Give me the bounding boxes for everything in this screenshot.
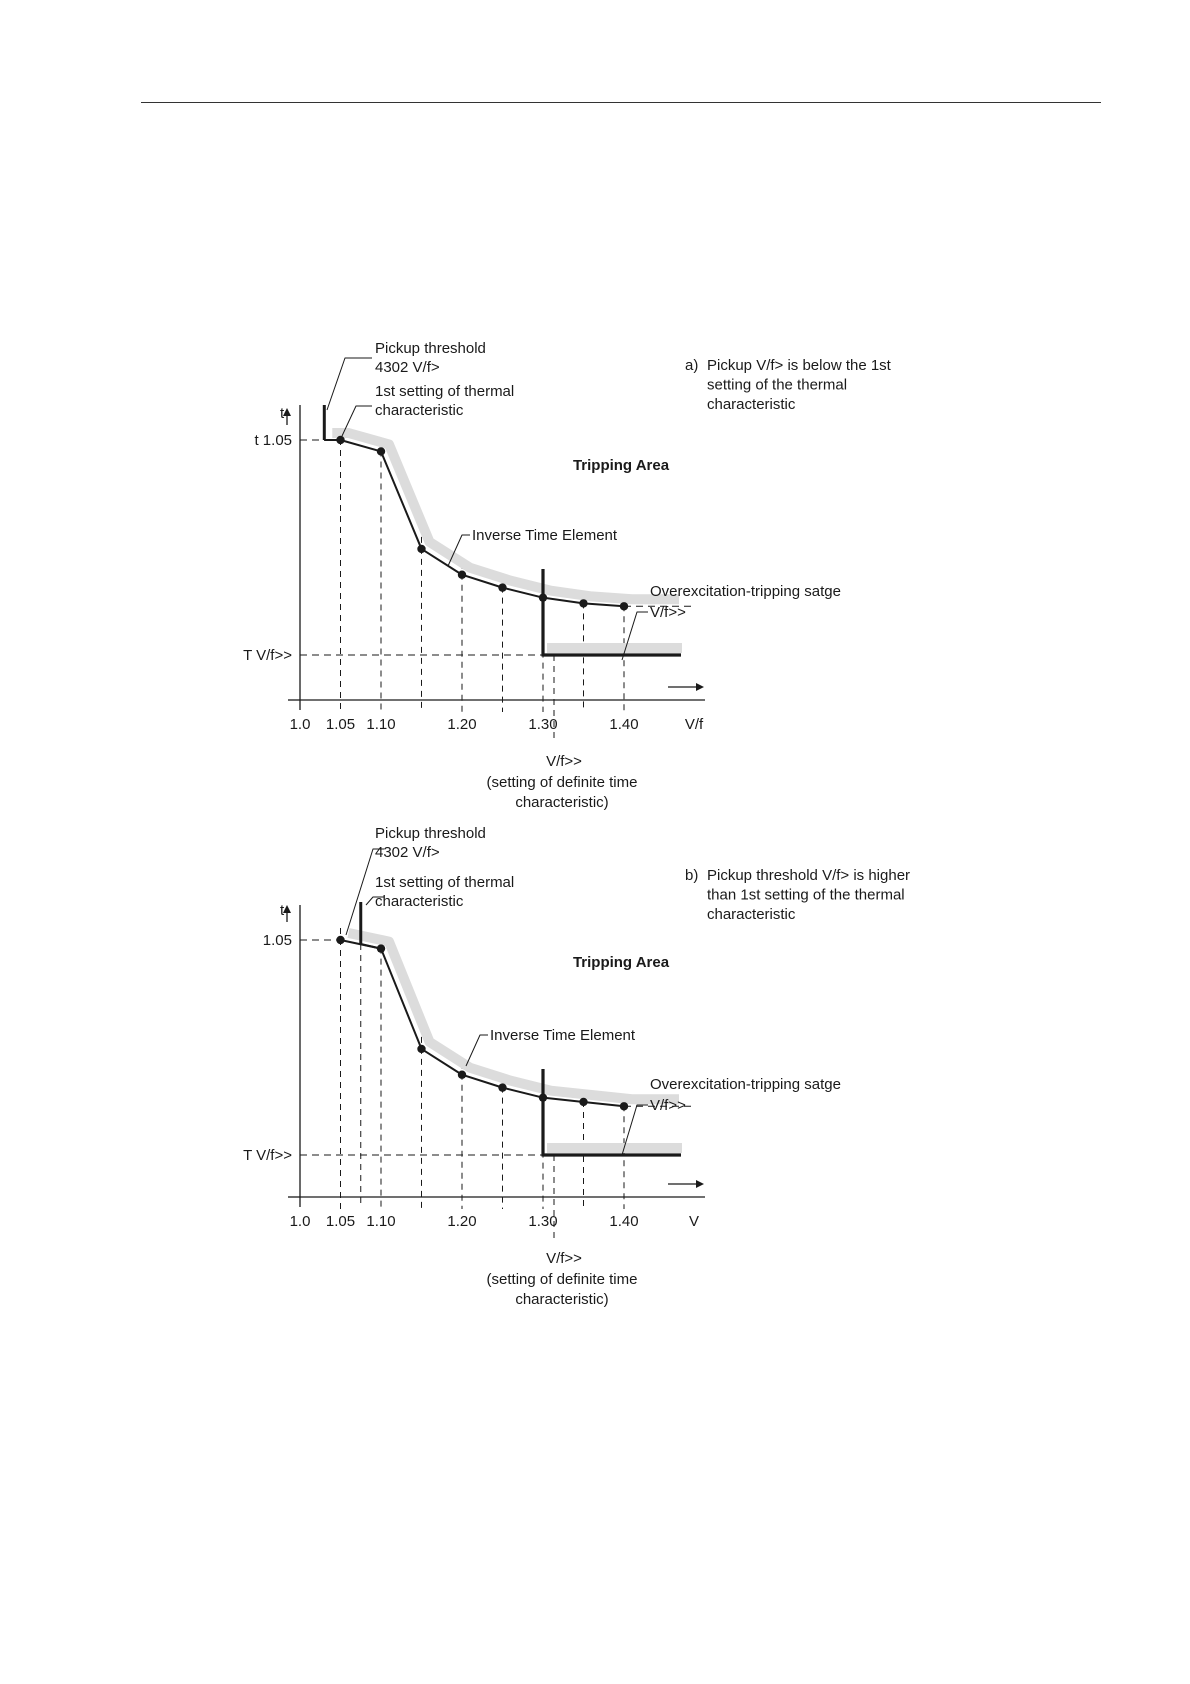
overexcitation-label-line2: V/f>> [650, 604, 686, 621]
data-point [377, 447, 385, 455]
definite-label-line3: characteristic) [515, 794, 609, 811]
definite-stage-shading [547, 1143, 682, 1153]
pickup-label-line1: Pickup threshold [375, 340, 486, 357]
x-tick-label: 1.10 [366, 716, 396, 733]
caption-letter: b) [685, 867, 699, 884]
x-tick-label: 1.0 [289, 716, 311, 733]
y-tick-label: t 1.05 [254, 432, 292, 449]
definite-label-line3: characteristic) [515, 1291, 609, 1308]
data-point [458, 571, 466, 579]
x-axis-arrow-head [696, 683, 704, 691]
pickup-leader [327, 358, 372, 410]
inverse-time-leader [466, 1035, 488, 1066]
x-tick-label: 1.40 [609, 716, 639, 733]
y-axis-arrow-head [283, 408, 291, 416]
y-axis-label: t [280, 902, 285, 919]
x-tick-label: 1.30 [528, 1213, 558, 1230]
definite-label-line2: (setting of definite time [486, 774, 638, 791]
x-tick-label: 1.0 [289, 1213, 311, 1230]
data-point [539, 1093, 547, 1101]
x-tick-label: 1.10 [366, 1213, 396, 1230]
data-point [539, 593, 547, 601]
x-tick-label: 1.05 [325, 1213, 356, 1230]
thermal-label-line1: 1st setting of thermal [375, 383, 515, 400]
data-point [620, 1102, 628, 1110]
definite-stage-shading [547, 643, 682, 653]
data-point [336, 936, 344, 944]
thermal-label-line1: 1st setting of thermal [375, 874, 515, 891]
inverse-time-label: Inverse Time Element [490, 1027, 636, 1044]
pickup-label-line2: 4302 V/f> [375, 359, 440, 376]
x-tick-label: 1.40 [609, 1213, 639, 1230]
overexcitation-label-line1: Overexcitation-tripping satge [650, 1076, 841, 1093]
data-point [579, 599, 587, 607]
caption-line3: characteristic [707, 906, 796, 923]
tripping-area-label: Tripping Area [572, 457, 670, 474]
data-point [417, 545, 425, 553]
tripping-area-label: Tripping Area [572, 954, 670, 971]
data-point [336, 436, 344, 444]
y-tick-label: T V/f>> [243, 1147, 292, 1164]
caption-line2: than 1st setting of the thermal [707, 886, 905, 904]
data-point [417, 1045, 425, 1053]
data-point [620, 602, 628, 610]
pickup-label-line2: 4302 V/f> [375, 844, 440, 861]
overexcitation-label-line2: V/f>> [650, 1097, 686, 1114]
caption-line1: Pickup threshold V/f> is higher [707, 867, 911, 884]
data-point [498, 583, 506, 591]
data-point [498, 1083, 506, 1091]
definite-label-line2: (setting of definite time [486, 1271, 638, 1288]
overexcitation-label-line1: Overexcitation-tripping satge [650, 583, 841, 600]
x-tick-label: 1.20 [447, 716, 477, 733]
x-axis-arrow-head [696, 1180, 704, 1188]
data-point [579, 1098, 587, 1106]
pickup-leader [346, 849, 384, 935]
caption-line2: setting of the thermal [707, 376, 848, 394]
caption-line3: characteristic [707, 396, 796, 413]
thermal-label-line2: characteristic [375, 893, 464, 910]
data-point [458, 1071, 466, 1079]
y-axis-label: t [280, 405, 285, 422]
x-tick-label: 1.05 [325, 716, 356, 733]
x-tick-label: 1.20 [447, 1213, 477, 1230]
y-axis-arrow-head [283, 905, 291, 913]
caption-letter: a) [685, 357, 699, 374]
caption-line1: Pickup V/f> is below the 1st [707, 357, 891, 374]
pickup-label-line1: Pickup threshold [375, 825, 486, 842]
definite-label-line1: V/f>> [546, 1250, 582, 1267]
data-point [377, 944, 385, 952]
thermal-label-line2: characteristic [375, 402, 464, 419]
x-tick-label: 1.30 [528, 716, 558, 733]
x-axis-label: V [688, 1213, 700, 1230]
x-axis-label: V/f [684, 716, 704, 733]
inverse-time-label: Inverse Time Element [472, 527, 618, 544]
y-tick-label: 1.05 [262, 932, 292, 949]
definite-label-line1: V/f>> [546, 753, 582, 770]
y-tick-label: T V/f>> [243, 647, 292, 664]
